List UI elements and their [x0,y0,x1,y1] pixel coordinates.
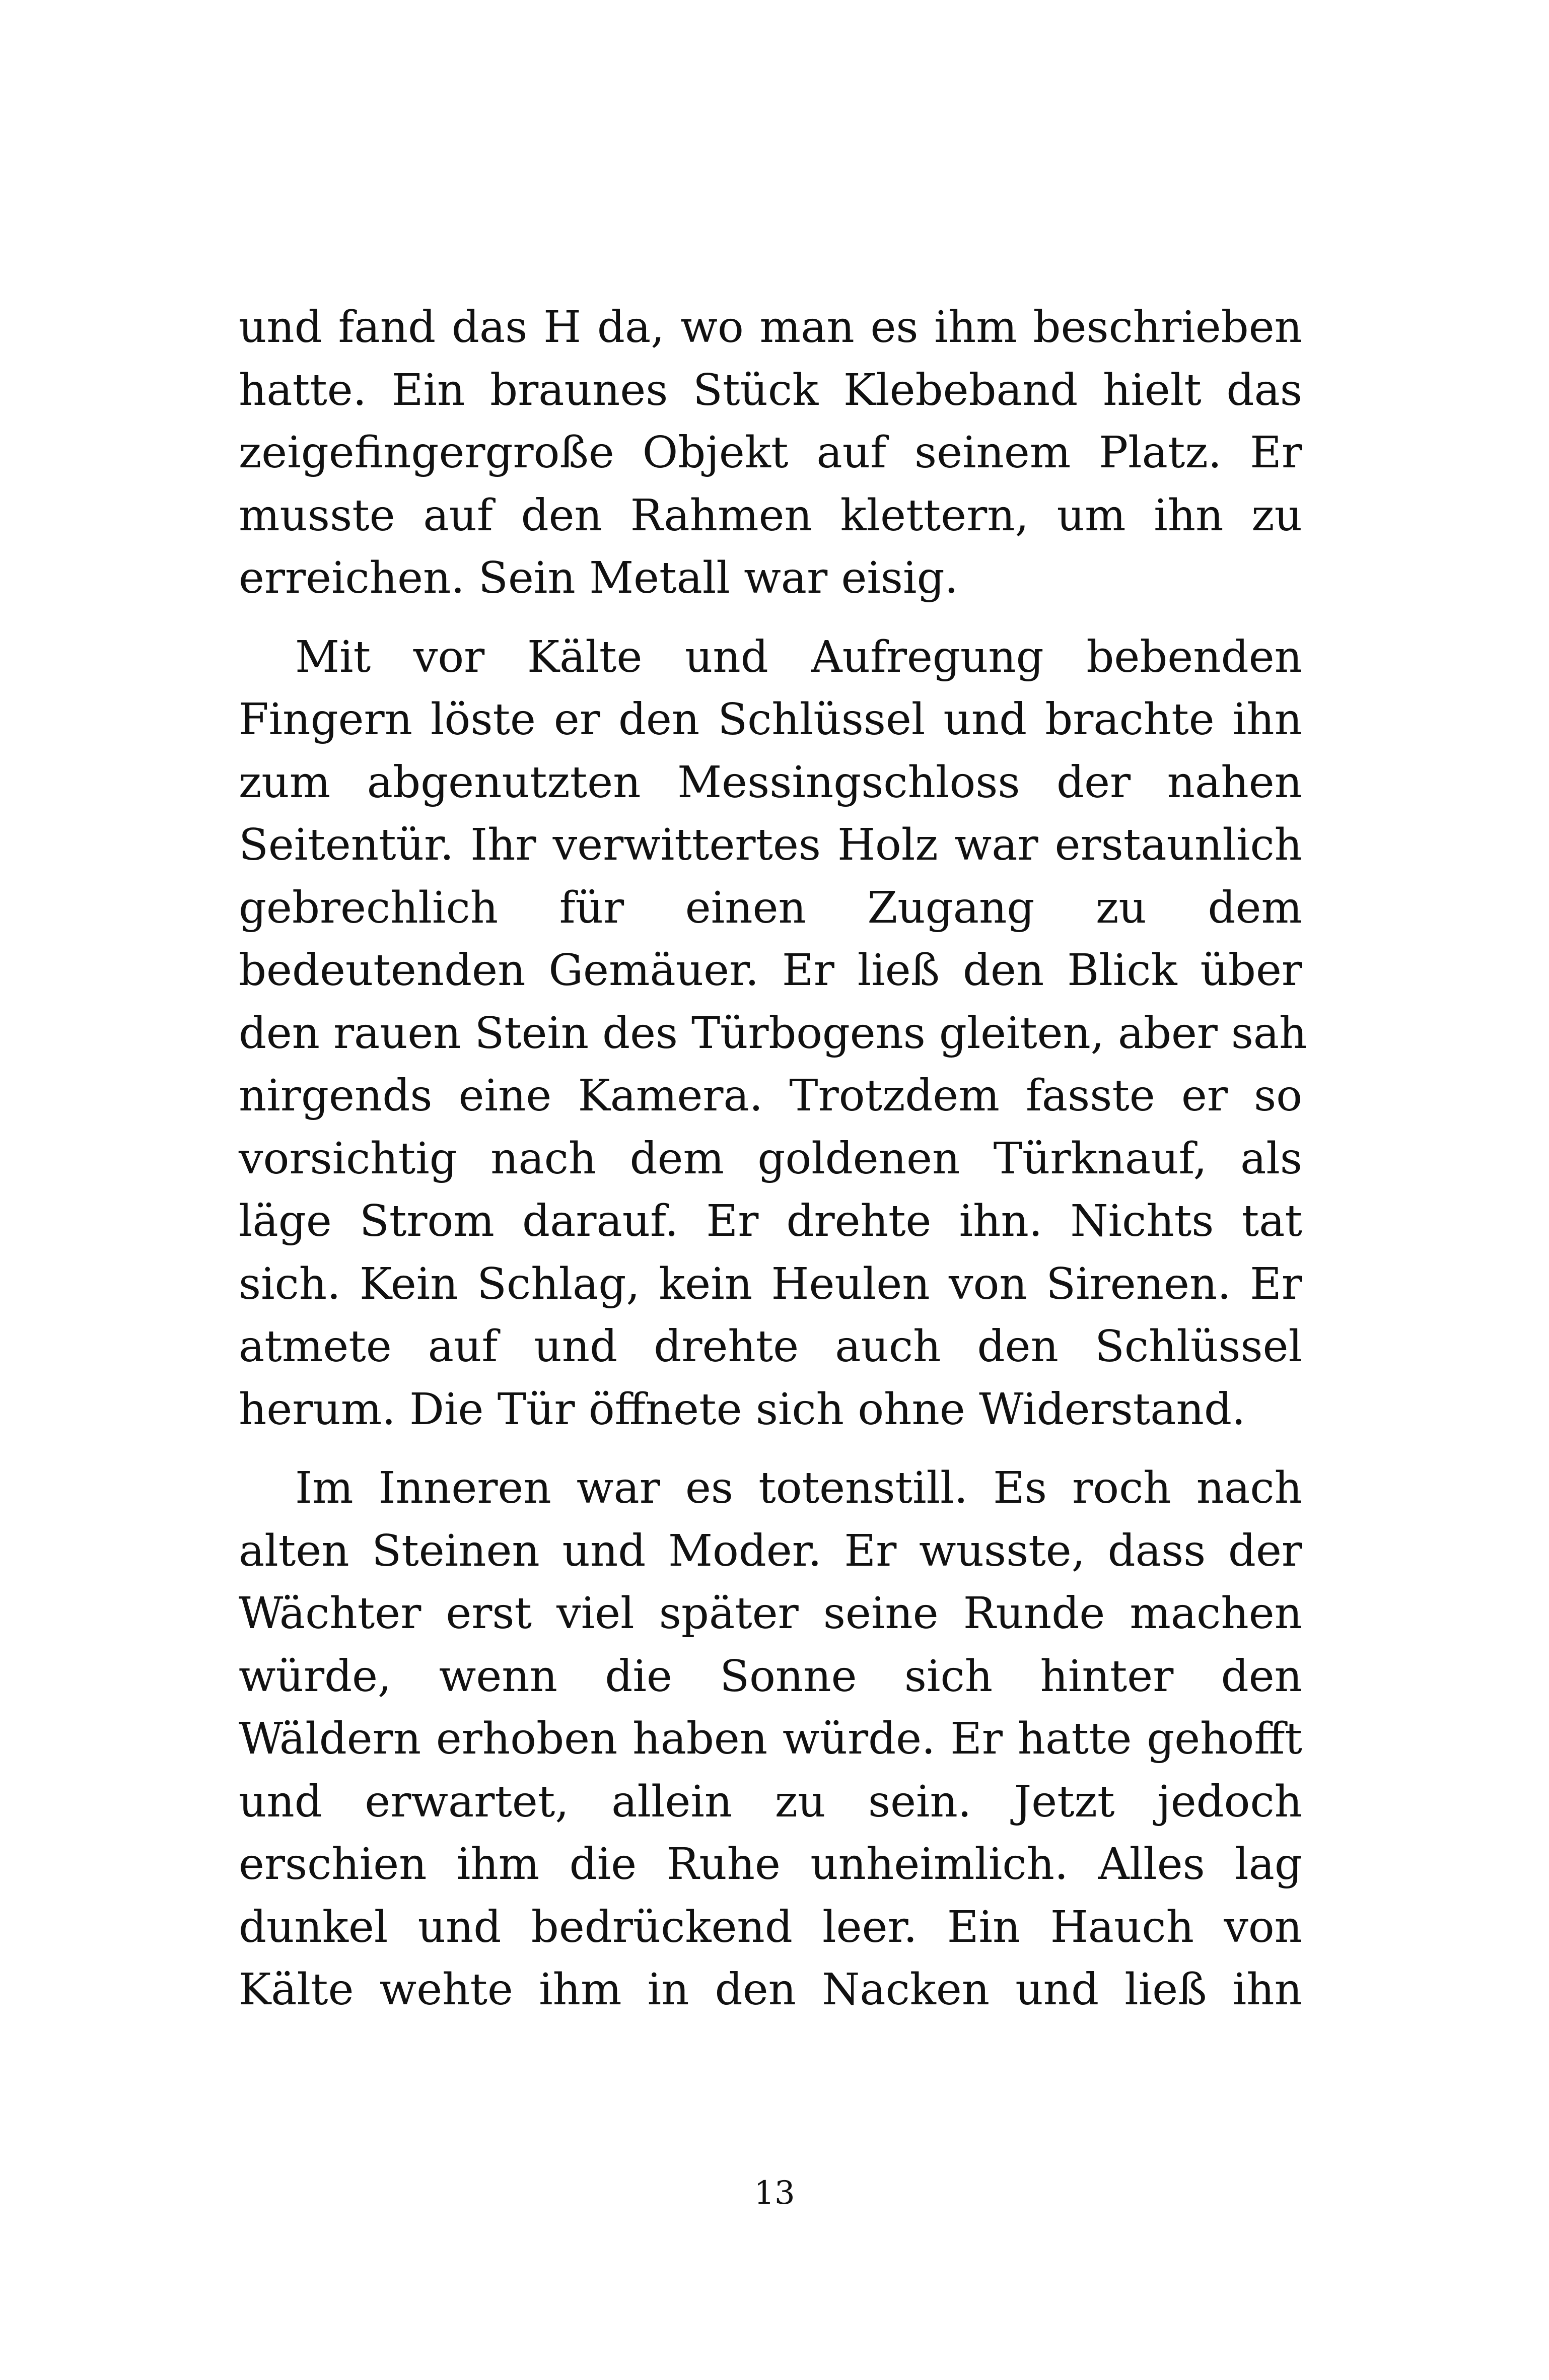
text-line: würde, wenn die Sonne sich hinter den [239,1651,1302,1702]
page-number: 13 [754,2175,795,2212]
text-line: und fand das H da, wo man es ihm beschrieben [239,302,1302,353]
paragraph-2 [239,626,1307,1441]
text-line: bedeutenden Gemäuer. Er ließ den Blick über [239,945,1302,996]
text-line: alten Steinen und Moder. Er wusste, dass der [239,1525,1302,1576]
text-line: erschien ihm die Ruhe unheimlich. Alles lag [239,1839,1302,1889]
text-line: atmete auf und drehte auch den Schlüssel [239,1321,1302,1372]
text-line: Fingern löste er den Schlüssel und brachte ihn [239,694,1302,745]
text-line: hatte. Ein braunes Stück Klebeband hielt das [239,365,1302,415]
paragraph-3 [239,1457,1302,2021]
text-line: gebrechlich für einen Zugang zu dem [239,882,1302,933]
text-line: Seitentür. Ihr verwittertes Holz war erstaunlich [239,820,1302,870]
text-line: vorsichtig nach dem goldenen Türknauf, als [239,1133,1302,1184]
text-line: dunkel und bedrückend leer. Ein Hauch von [239,1902,1302,1952]
text-line: Im Inneren war es totenstill. Es roch nach [295,1463,1302,1513]
text-line: den rauen Stein des Türbogens gleiten, aber sah [239,1008,1307,1059]
text-line: läge Strom darauf. Er drehte ihn. Nichts tat [239,1196,1302,1246]
text-line: Kälte wehte ihm in den Nacken und ließ ihn [239,1965,1302,2015]
text-line: und erwartet, allein zu sein. Jetzt jedoch [239,1776,1302,1827]
text-line: nirgends eine Kamera. Trotzdem fasste er so [239,1071,1302,1121]
text-line: herum. Die Tür öffnete sich ohne Widerstand. [239,1384,1246,1435]
text-line: zum abgenutzten Messingschloss der nahen [239,757,1302,808]
text-line: Wächter erst viel später seine Runde machen [239,1588,1302,1639]
text-line: musste auf den Rahmen klettern, um ihn zu [239,490,1302,541]
text-line: Mit vor Kälte und Aufregung bebenden [295,632,1302,682]
body-text [239,296,1307,2038]
paragraph-1 [239,296,1302,610]
text-line: sich. Kein Schlag, kein Heulen von Sirenen. Er [239,1258,1302,1309]
text-line: Wäldern erhoben haben würde. Er hatte gehofft [239,1714,1302,1764]
text-line: zeigefingergroße Objekt auf seinem Platz. Er [239,428,1302,478]
text-line: erreichen. Sein Metall war eisig. [239,553,958,603]
